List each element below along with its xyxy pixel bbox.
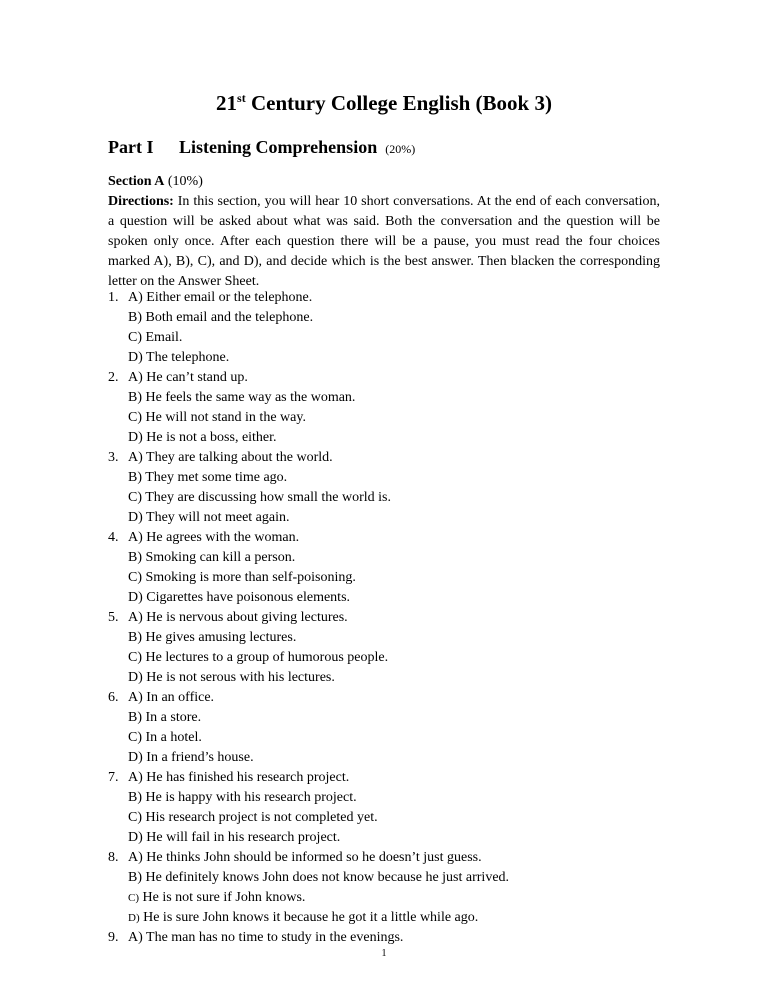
- option-a: A) He thinks John should be informed so he doesn’t just guess.: [128, 850, 482, 865]
- option-d: D) They will not meet again.: [128, 510, 290, 525]
- option-d: D) He will fail in his research project.: [128, 830, 341, 845]
- question-9: [108, 928, 668, 948]
- question-number: 6.: [108, 690, 119, 705]
- section-percent: (10%): [164, 174, 203, 189]
- option-d: D) Cigarettes have poisonous elements.: [128, 590, 351, 605]
- question-3: [108, 448, 668, 528]
- directions-paragraph: [108, 192, 660, 292]
- option-b: B) He is happy with his research project.: [128, 790, 357, 805]
- section-heading: [108, 172, 203, 192]
- title-superscript: st: [237, 91, 246, 105]
- section-label: Section A: [108, 174, 165, 189]
- option-a: A) They are talking about the world.: [128, 450, 333, 465]
- option-b: B) He feels the same way as the woman.: [128, 390, 356, 405]
- directions-label: Directions:: [108, 194, 174, 209]
- option-c: C) His research project is not completed yet.: [128, 810, 378, 825]
- option-c: C) He is not sure if John knows.: [128, 890, 306, 905]
- option-b: B) Smoking can kill a person.: [128, 550, 296, 565]
- part-label: Part I: [108, 137, 154, 157]
- option-b: B) Both email and the telephone.: [128, 310, 314, 325]
- option-a: A) He has finished his research project.: [128, 770, 350, 785]
- question-number: 1.: [108, 290, 119, 305]
- option-c: C) In a hotel.: [128, 730, 202, 745]
- option-c: C) Smoking is more than self-poisoning.: [128, 570, 356, 585]
- part-percent: (20%): [385, 142, 416, 156]
- option-b: B) He gives amusing lectures.: [128, 630, 297, 645]
- option-a: A) Either email or the telephone.: [128, 290, 313, 305]
- question-4: [108, 528, 668, 608]
- question-2: [108, 368, 668, 448]
- option-c: C) He will not stand in the way.: [128, 410, 306, 425]
- option-a: A) In an office.: [128, 690, 215, 705]
- question-5: [108, 608, 668, 688]
- question-list: [108, 288, 668, 948]
- option-b: B) He definitely knows John does not know because he just arrived.: [128, 870, 510, 885]
- question-8: [108, 848, 668, 928]
- question-number: 8.: [108, 850, 119, 865]
- directions-text: In this section, you will hear 10 short conversations. At the end of each conversation, a question will be asked about what was said. Both the conversation and the question will be spoken only once. After each question there will be a pause, you must read the four choices marked A), B), C), and D), and decide which is the best answer. Then blacken the corresponding letter on the Answer Sheet.: [108, 194, 660, 289]
- option-a: A) The man has no time to study in the evenings.: [128, 930, 404, 945]
- option-c: C) They are discussing how small the world is.: [128, 490, 391, 505]
- question-number: 2.: [108, 370, 119, 385]
- option-c: C) Email.: [128, 330, 183, 345]
- option-d: D) The telephone.: [128, 350, 230, 365]
- option-c: C) He lectures to a group of humorous people.: [128, 650, 389, 665]
- question-1: [108, 288, 668, 368]
- question-number: 4.: [108, 530, 119, 545]
- part-name: Listening Comprehension: [179, 137, 378, 157]
- option-d: D) He is not serous with his lectures.: [128, 670, 335, 685]
- option-a: A) He agrees with the woman.: [128, 530, 300, 545]
- option-a: A) He is nervous about giving lectures.: [128, 610, 348, 625]
- question-number: 3.: [108, 450, 119, 465]
- option-d: D) He is not a boss, either.: [128, 430, 277, 445]
- option-b: B) In a store.: [128, 710, 202, 725]
- title-prefix: 21: [216, 91, 238, 115]
- question-number: 9.: [108, 930, 119, 945]
- title-rest: Century College English (Book 3): [245, 91, 552, 115]
- question-number: 5.: [108, 610, 119, 625]
- document-title: [0, 90, 768, 116]
- question-number: 7.: [108, 770, 119, 785]
- option-d: D) In a friend’s house.: [128, 750, 254, 765]
- question-7: [108, 768, 668, 848]
- part-heading: [108, 136, 415, 160]
- option-d: D) He is sure John knows it because he got it a little while ago.: [128, 910, 479, 925]
- option-a: A) He can’t stand up.: [128, 370, 248, 385]
- question-6: [108, 688, 668, 768]
- page-number: 1: [381, 948, 387, 959]
- option-b: B) They met some time ago.: [128, 470, 288, 485]
